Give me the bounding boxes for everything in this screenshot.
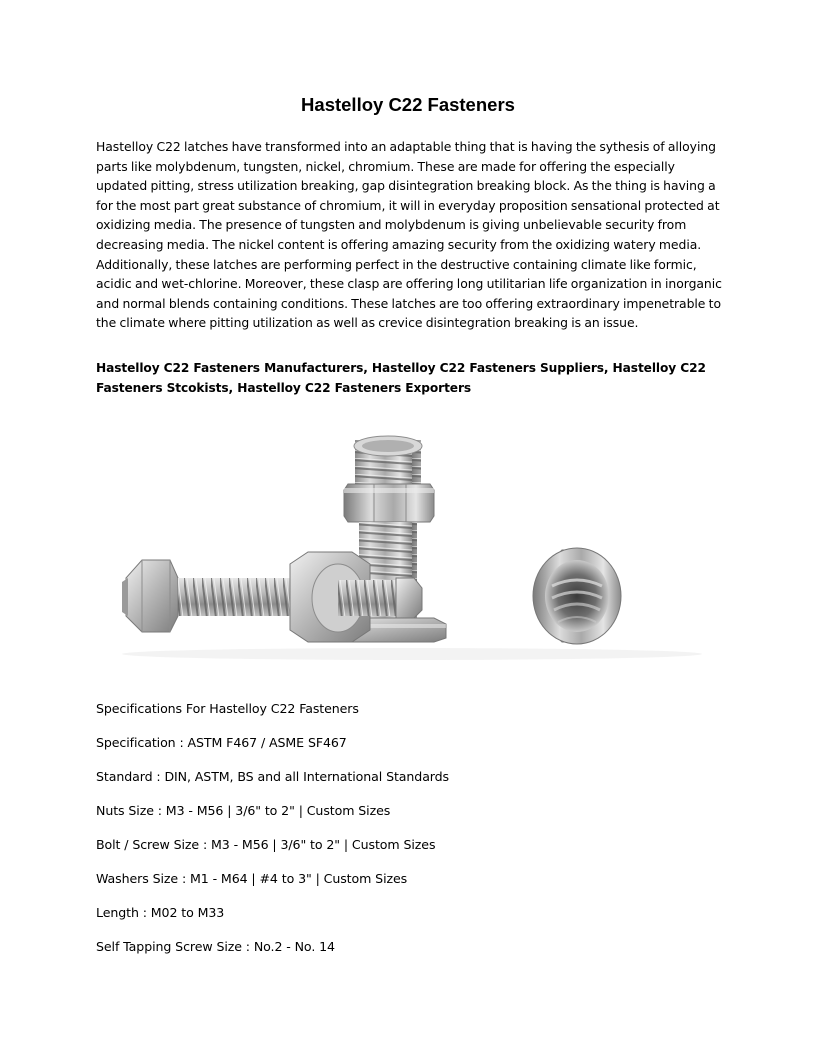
keywords-paragraph: Hastelloy C22 Fasteners Manufacturers, Hastelloy C22 Fasteners Suppliers, Hastelloy C22 Fasteners Stcokists, Hastelloy C22 Fasteners Exporters — [96, 361, 706, 395]
spec-item: Standard : DIN, ASTM, BS and all International Standards — [96, 769, 450, 784]
spec-item: Bolt / Screw Size : M3 - M56 | 3/6" to 2" | Custom Sizes — [96, 837, 436, 852]
spec-item: Specification : ASTM F467 / ASME SF467 — [96, 735, 347, 750]
spec-item: Self Tapping Screw Size : No.2 - No. 14 — [96, 939, 335, 954]
fasteners-photo — [112, 418, 712, 666]
left-bolt-shank — [178, 578, 290, 616]
intro-paragraph: Hastelloy C22 latches have transformed into an adaptable thing that is having the sythesis of alloying parts like molybdenum, tungsten, nickel, chromium. These are made for offering the especially updated pitting, stress utilization breaking, gap disintegration breaking block. As the thing is having a for the most part great substance of chromium, it will in everyday proposition sensational protected at oxidizing media. The presence of tungsten and molybdenum is giving unbelievable security from decreasing media. The nickel content is offering amazing security from the oxidizing watery media. Additionally, these latches are performing perfect in the destructive containing climate like formic, acidic and wet-chlorine. Moreover, these clasp are offering long utilitarian life organization in inorganic and normal blends containing conditions. These latches are too offering extraordinary impenetrable to the climate where pitting utilization as well as crevice disintegration breaking is an issue. — [96, 139, 722, 331]
spec-item: Washers Size : M1 - M64 | #4 to 3" | Custom Sizes — [96, 871, 408, 886]
left-bolt-tip-threads — [338, 580, 396, 616]
page-title: Hastelloy C22 Fasteners — [301, 94, 515, 115]
spec-item: Nuts Size : M3 - M56 | 3/6" to 2" | Custom Sizes — [96, 803, 391, 818]
spec-item: Length : M02 to M33 — [96, 905, 225, 920]
specifications-heading: Specifications For Hastelloy C22 Fasteners — [96, 701, 359, 716]
